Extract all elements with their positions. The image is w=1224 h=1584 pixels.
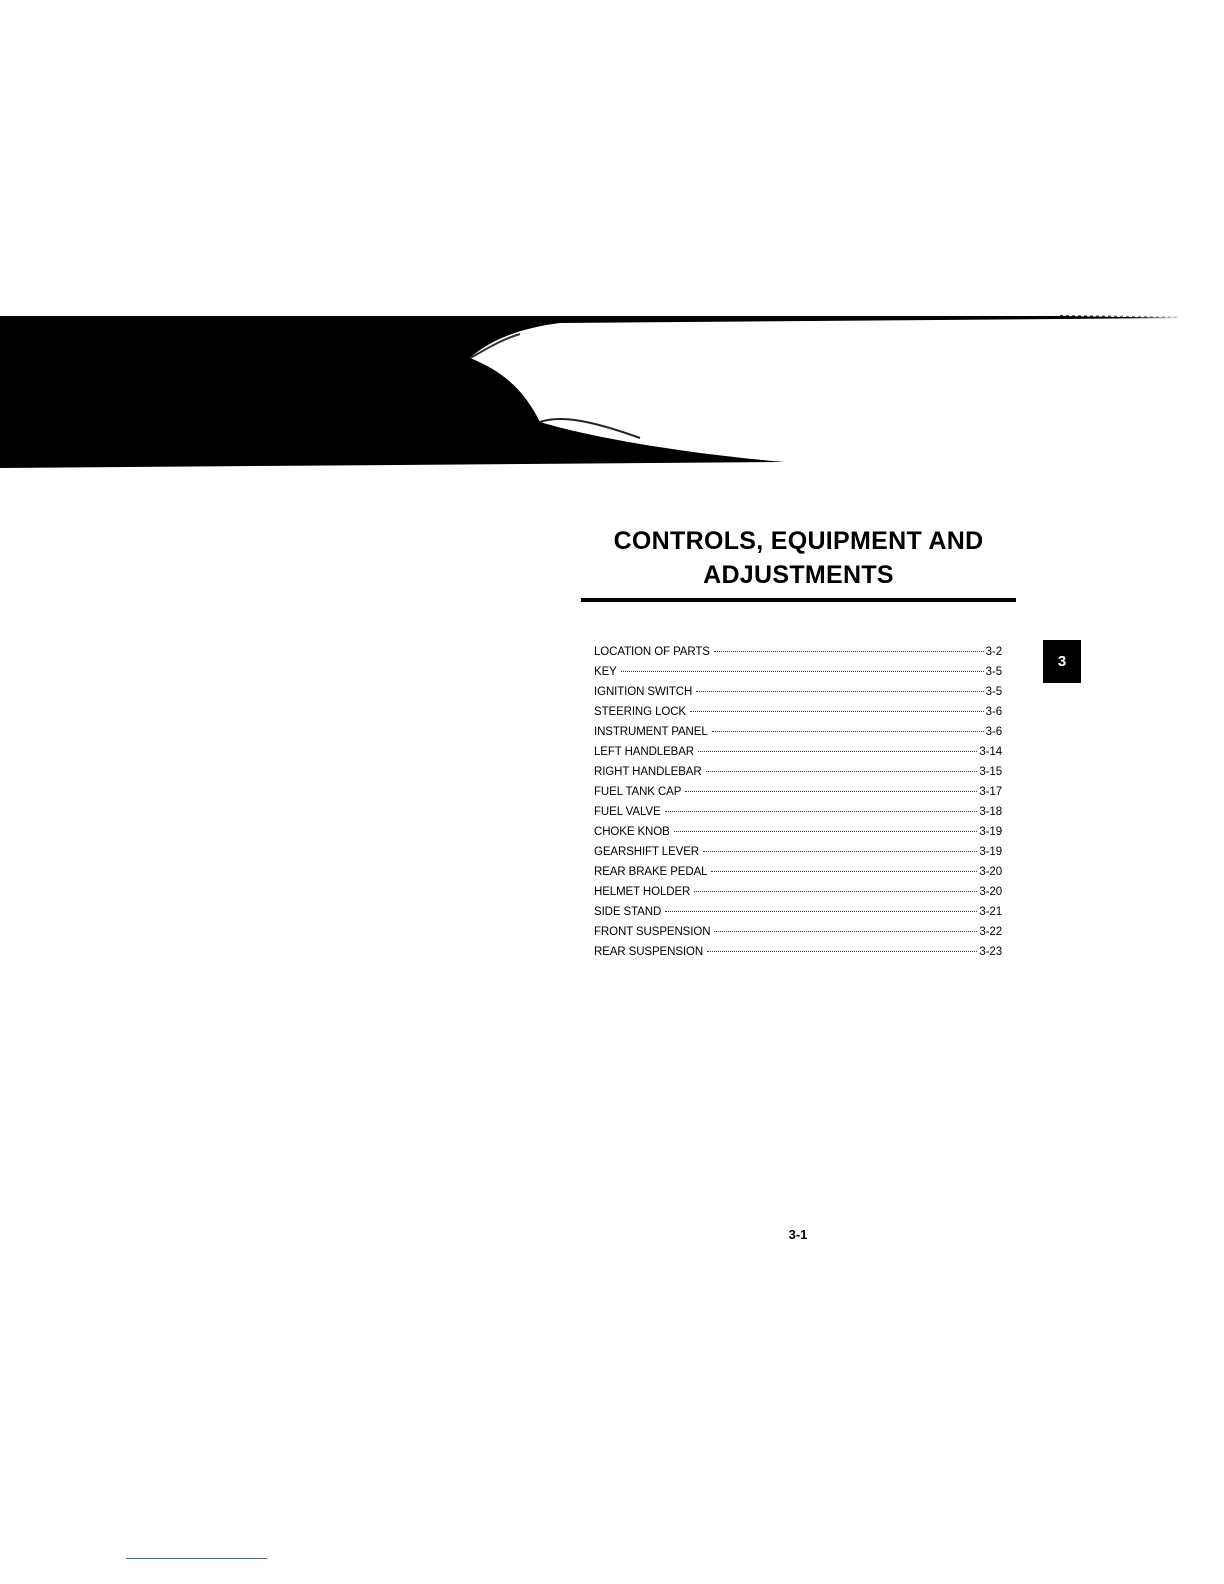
toc-entry-page: 3-21 — [979, 906, 1002, 918]
toc-entry-page: 3-15 — [979, 766, 1002, 778]
toc-entry-page: 3-23 — [979, 946, 1002, 958]
toc-entry-page: 3-17 — [979, 786, 1002, 798]
toc-dot-leader — [696, 691, 984, 692]
toc-entry-label: KEY — [594, 666, 617, 678]
toc-entry-label: CHOKE KNOB — [594, 826, 670, 838]
toc-dot-leader — [690, 711, 984, 712]
toc-dot-leader — [706, 771, 978, 772]
toc-entry[interactable] — [594, 766, 1002, 786]
toc-entry-page: 3-19 — [979, 826, 1002, 838]
chapter-tab-number: 3 — [1057, 653, 1067, 670]
toc-entry-label: REAR BRAKE PEDAL — [594, 866, 708, 878]
toc-entry[interactable] — [594, 826, 1002, 846]
toc-entry-label: REAR SUSPENSION — [594, 946, 704, 958]
toc-entry-page: 3-19 — [979, 846, 1002, 858]
toc-entry[interactable] — [594, 706, 1002, 726]
toc-dot-leader — [665, 811, 978, 812]
toc-entry[interactable] — [594, 866, 1002, 886]
toc-entry-label: FRONT SUSPENSION — [594, 926, 711, 938]
toc-entry-page: 3-2 — [985, 646, 1002, 658]
toc-entry[interactable] — [594, 906, 1002, 926]
toc-entry-label: IGNITION SWITCH — [594, 686, 693, 698]
toc-dot-leader — [694, 891, 977, 892]
footnote-rule — [126, 1558, 267, 1559]
toc-entry-label: SIDE STAND — [594, 906, 662, 918]
toc-dot-leader — [707, 951, 977, 952]
toc-entry-page: 3-5 — [985, 686, 1002, 698]
chapter-title-line-1: CONTROLS, EQUIPMENT AND — [613, 527, 984, 555]
toc-entry-label: INSTRUMENT PANEL — [594, 726, 708, 738]
toc-entry-page: 3-20 — [979, 866, 1002, 878]
page-number: 3-1 — [788, 1227, 808, 1242]
toc-entry[interactable] — [594, 666, 1002, 686]
toc-entry-label: LEFT HANDLEBAR — [594, 746, 695, 758]
toc-entry-label: RIGHT HANDLEBAR — [594, 766, 702, 778]
toc-entry[interactable] — [594, 846, 1002, 866]
toc-entry[interactable] — [594, 806, 1002, 826]
chapter-title — [581, 524, 1016, 592]
toc-entry-label: LOCATION OF PARTS — [594, 646, 710, 658]
chapter-title-line-2: ADJUSTMENTS — [703, 561, 894, 589]
toc-entry[interactable] — [594, 686, 1002, 706]
toc-entry-label: STEERING LOCK — [594, 706, 686, 718]
toc-entry-page: 3-6 — [985, 706, 1002, 718]
chapter-tab-marker — [1043, 640, 1081, 683]
toc-entry-label: GEARSHIFT LEVER — [594, 846, 700, 858]
toc-entry-page: 3-5 — [985, 666, 1002, 678]
table-of-contents — [594, 646, 1002, 966]
title-underline — [581, 598, 1016, 602]
toc-entry-page: 3-6 — [985, 726, 1002, 738]
toc-entry-page: 3-22 — [979, 926, 1002, 938]
toc-dot-leader — [703, 851, 977, 852]
toc-entry[interactable] — [594, 746, 1002, 766]
toc-dot-leader — [698, 751, 977, 752]
toc-entry-label: FUEL VALVE — [594, 806, 661, 818]
toc-entry[interactable] — [594, 786, 1002, 806]
toc-entry[interactable] — [594, 726, 1002, 746]
toc-entry-page: 3-18 — [979, 806, 1002, 818]
toc-dot-leader — [665, 911, 977, 912]
toc-entry[interactable] — [594, 646, 1002, 666]
toc-entry[interactable] — [594, 926, 1002, 946]
toc-entry-page: 3-20 — [979, 886, 1002, 898]
toc-entry[interactable] — [594, 946, 1002, 966]
header-banner-graphic — [0, 310, 1224, 475]
toc-dot-leader — [714, 651, 984, 652]
toc-dot-leader — [714, 931, 977, 932]
toc-dot-leader — [621, 671, 984, 672]
toc-dot-leader — [712, 731, 984, 732]
toc-entry-label: FUEL TANK CAP — [594, 786, 682, 798]
toc-dot-leader — [685, 791, 977, 792]
toc-dot-leader — [674, 831, 978, 832]
toc-entry-label: HELMET HOLDER — [594, 886, 691, 898]
toc-entry[interactable] — [594, 886, 1002, 906]
toc-dot-leader — [711, 871, 977, 872]
toc-entry-page: 3-14 — [979, 746, 1002, 758]
